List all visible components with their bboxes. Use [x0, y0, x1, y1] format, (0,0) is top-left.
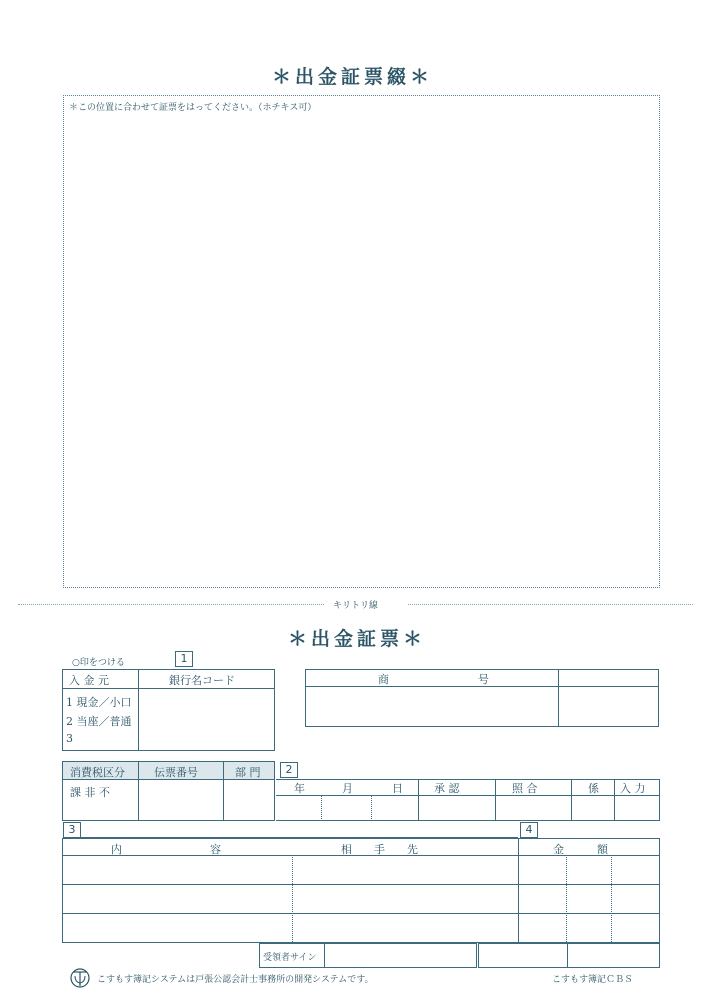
source-option-2[interactable]: 2 当座／普通	[66, 715, 132, 728]
slip-no-header: 伝票番号	[154, 766, 198, 779]
box-number-3: 3	[63, 822, 81, 838]
approval-header-approve: 承 認	[434, 782, 460, 795]
receiver-sign-box[interactable]	[259, 943, 477, 968]
receiver-stamp-box	[478, 943, 660, 968]
partner-header: 相 手 先	[341, 843, 418, 856]
content-header: 内 容	[111, 843, 221, 856]
date-approval-table	[276, 779, 660, 821]
bank-code-header: 銀行名コード	[169, 674, 235, 687]
tax-header: 消費税区分	[70, 766, 125, 779]
source-header: 入 金 元	[69, 674, 109, 687]
tax-options[interactable]: 課 非 不	[70, 786, 110, 799]
footer-right-text: こすもす簿記ＣＢＳ	[552, 975, 634, 985]
dept-header: 部 門	[235, 766, 261, 779]
box-number-2: 2	[280, 762, 298, 778]
cutline-left	[18, 604, 324, 605]
date-day-label: 日	[392, 782, 403, 795]
top-title: ＊出金証票綴＊	[272, 66, 434, 88]
approval-header-check: 照 合	[512, 782, 538, 795]
source-option-3[interactable]: 3	[66, 732, 73, 745]
company-header-1: 商	[378, 673, 389, 686]
pasting-area	[63, 95, 660, 588]
source-option-1[interactable]: 1 現金／小口	[66, 696, 132, 709]
receiver-sign-label: 受領者サイン	[263, 953, 317, 963]
cutline-right	[408, 604, 693, 605]
content-table	[62, 838, 660, 943]
footer-left-text: こすもす簿記システムは戸張公認会計士事務所の開発システムです。	[97, 975, 374, 985]
box-number-1: 1	[175, 651, 193, 667]
amount-header: 金 額	[553, 843, 608, 856]
approval-header-staff: 係	[588, 782, 599, 795]
company-table	[305, 669, 659, 727]
box-number-4: 4	[520, 822, 538, 838]
pasting-instruction: ＊この位置に合わせて証票をはってください。（ホチキス可）	[69, 103, 317, 113]
approval-header-input: 入 力	[620, 782, 646, 795]
source-table	[62, 669, 275, 751]
cosmos-logo-icon	[69, 967, 91, 989]
tax-table	[62, 761, 275, 821]
voucher-title: ＊出金証票＊	[288, 628, 427, 650]
date-year-label: 年	[294, 782, 305, 795]
cutline-label: キリトリ線	[333, 601, 379, 611]
company-header-2: 号	[478, 673, 489, 686]
date-month-label: 月	[342, 782, 353, 795]
mark-instruction: ○印をつける	[72, 658, 125, 668]
